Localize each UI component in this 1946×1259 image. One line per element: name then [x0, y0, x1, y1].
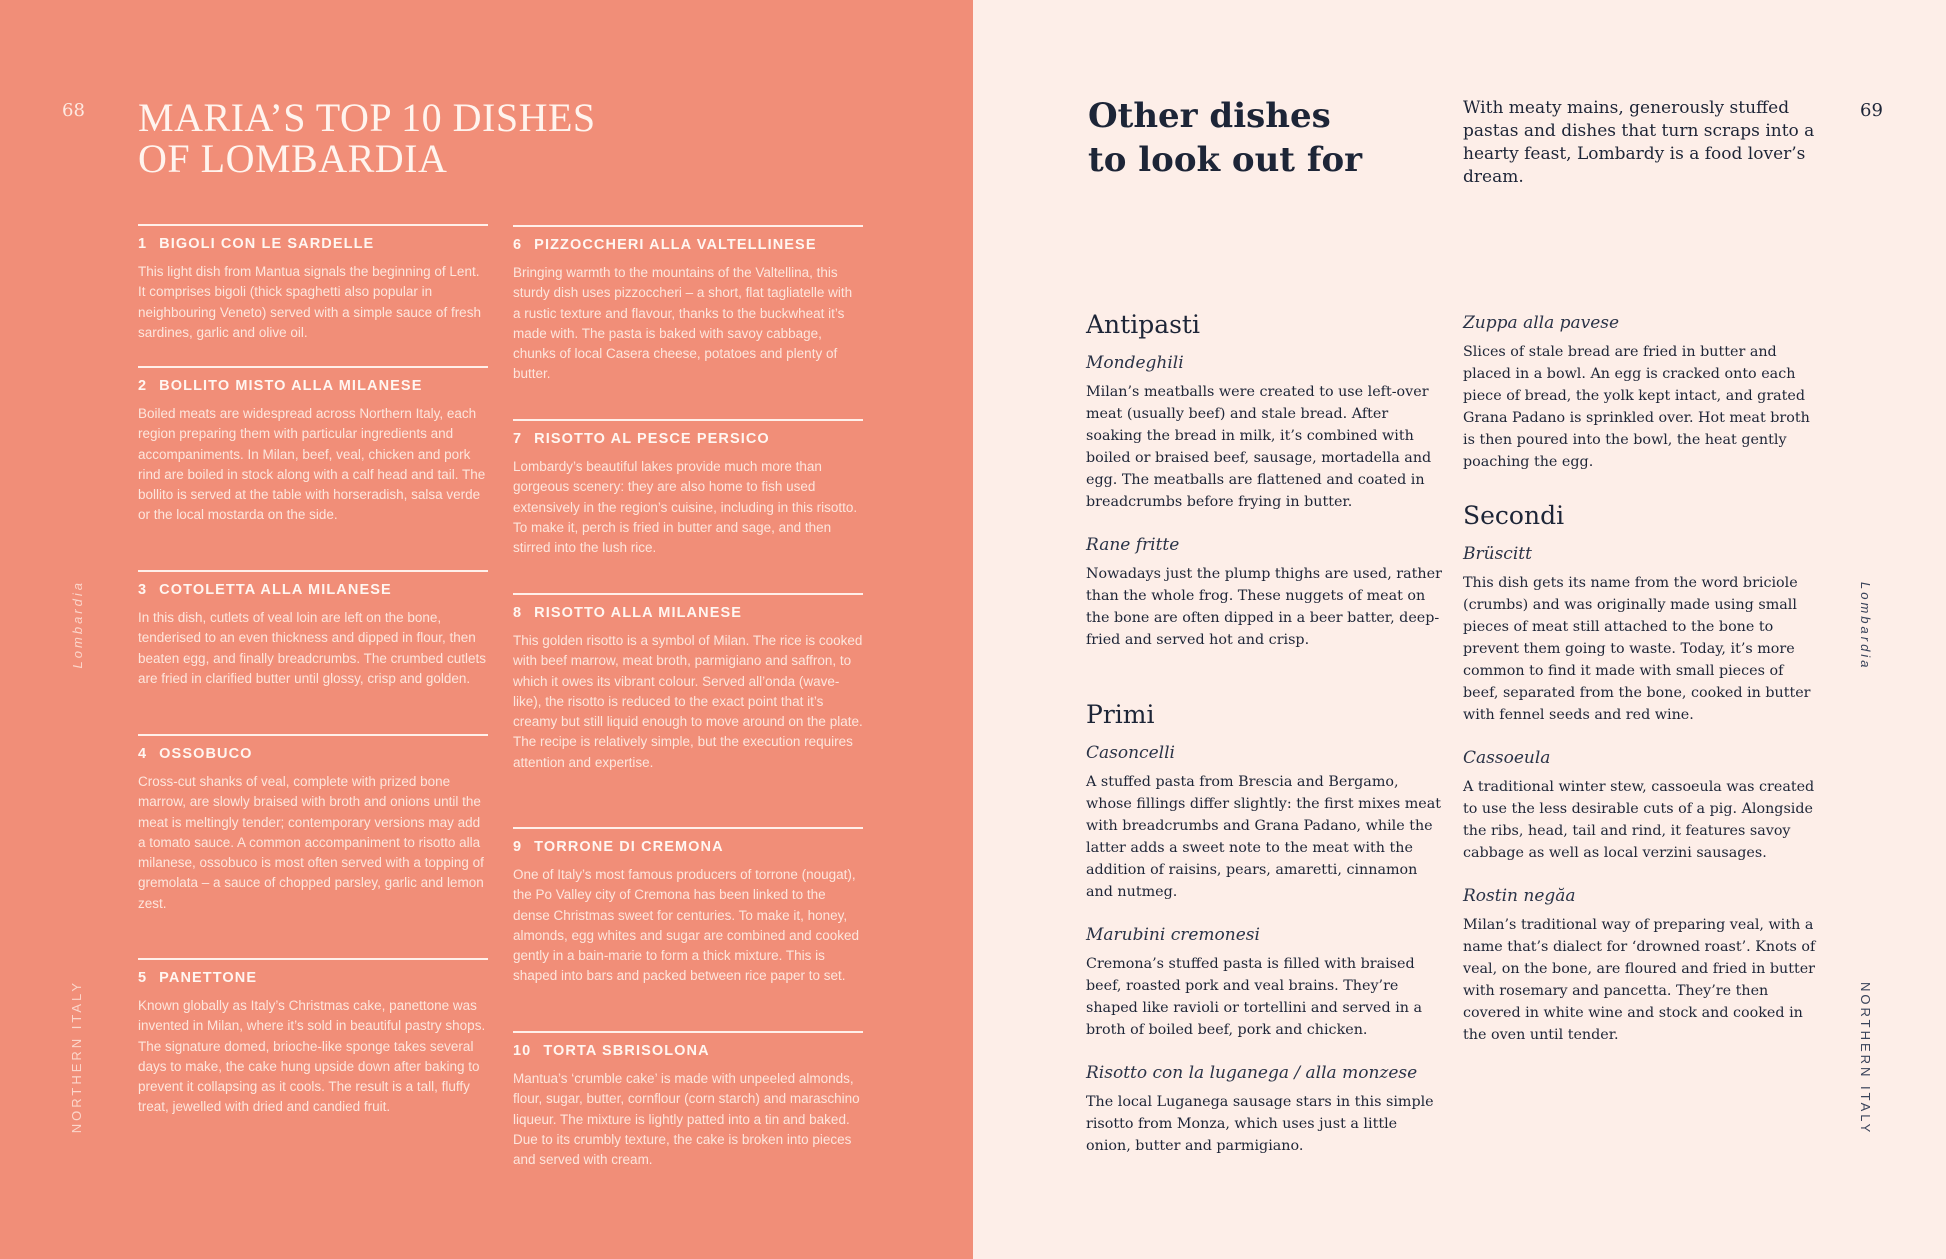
dish-item — [513, 1031, 863, 1170]
dish-description: Known globally as Italy’s Christmas cake, panettone was invented in Milan, where it’s sold in beautiful pastry shops. The signature domed, brioche-like sponge takes several days to make, the cake hung upside down after baking to prevent it collapsing as it cools. The result is a tall, fluffy treat, jewelled with dried and candied fruit. — [138, 998, 486, 1115]
secondi-section — [1463, 501, 1823, 1046]
dish-name: Mondeghili — [1086, 353, 1184, 373]
dish-number: 2 — [138, 378, 148, 394]
dish-heading — [138, 582, 488, 598]
dish-item — [1086, 743, 1446, 903]
dish-item — [513, 225, 863, 419]
dish-description: A stuffed pasta from Brescia and Bergamo, whose fillings differ slightly: the first mixes meat with breadcrumbs and Grana Padano, while the latter adds a sweet note to the meat with the addition of raisins, pears, amaretti, cinnamon and nutmeg. — [1086, 774, 1441, 900]
dish-heading — [138, 236, 488, 252]
dish-name: RISOTTO AL PESCE PERSICO — [534, 431, 770, 447]
title-line-2: to look out for — [1088, 140, 1363, 180]
dish-heading — [513, 1043, 863, 1059]
dish-item — [1463, 886, 1823, 1046]
dish-description: One of Italy’s most famous producers of torrone (nougat), the Po Valley city of Cremona has been linked to the dense Christmas sweet for centuries. To make it, honey, almonds, egg whites and sugar are combined and cooked gently in a bain-marie to form a thick mixture. This is shaped into bars and packed between rice paper to set. — [513, 867, 859, 984]
dish-number: 4 — [138, 746, 148, 762]
dish-name: Casoncelli — [1086, 743, 1175, 763]
dish-name: RISOTTO ALLA MILANESE — [534, 605, 743, 621]
intro-text: With meaty mains, generously stuffed pastas and dishes that turn scraps into a hearty feast, Lombardy is a food lover’s dream. — [1463, 98, 1815, 187]
dish-item — [1086, 925, 1446, 1041]
dish-description: This dish gets its name from the word briciole (crumbs) and was originally made using small pieces of meat still attached to the bone to prevent them going to waste. Today, it’s more common to find it made with small pieces of beef, separated from the bone, cooked in butter with fennel seeds and red wine. — [1463, 575, 1811, 723]
dish-number: 6 — [513, 237, 523, 253]
dish-description: Nowadays just the plump thighs are used, rather than the whole frog. These nuggets of meat on the bone are often dipped in a beer batter, deep-fried and served hot and crisp. — [1086, 566, 1442, 648]
dish-name: COTOLETTA ALLA MILANESE — [159, 582, 392, 598]
dish-name: Risotto con la luganega / alla monzese — [1086, 1063, 1418, 1083]
dish-name: TORTA SBRISOLONA — [543, 1043, 710, 1059]
dish-item — [138, 224, 488, 366]
right-column-1 — [1086, 310, 1446, 1179]
dish-description: Slices of stale bread are fried in butter and placed in a bowl. An egg is cracked onto each piece of bread, the yolk kept intact, and grated Grana Padano is sprinkled over. Hot meat broth is then poured into the bowl, the heat gently poaching the egg. — [1463, 344, 1810, 470]
dish-name: PANETTONE — [159, 970, 258, 986]
dish-item — [513, 419, 863, 593]
dish-name: BIGOLI CON LE SARDELLE — [159, 236, 375, 252]
dish-number: 10 — [513, 1043, 532, 1059]
dish-item — [138, 570, 488, 734]
dish-item — [513, 827, 863, 1031]
dish-heading — [513, 431, 863, 447]
dish-description: Lombardy’s beautiful lakes provide much more than gorgeous scenery: they are also home to fish used extensively in the region’s cuisine, including in this risotto. To make it, perch is fried in butter and sage, and then stirred into the lush rice. — [513, 459, 858, 556]
dish-item — [1086, 353, 1446, 513]
dish-heading — [138, 970, 488, 986]
dish-name: Rane fritte — [1086, 535, 1180, 555]
dish-item — [138, 958, 488, 1118]
dish-heading — [138, 746, 488, 762]
dish-number: 1 — [138, 236, 148, 252]
dish-number: 8 — [513, 605, 523, 621]
dish-description: Bringing warmth to the mountains of the Valtellina, this sturdy dish uses pizzoccheri – a short, flat tagliatelle with a rustic texture and flavour, thanks to the buckwheat it’s made with. The pasta is baked with savoy cabbage, chunks of local Casera cheese, potatoes and plenty of butter. — [513, 265, 853, 382]
dish-description: A traditional winter stew, cassoeula was created to use the less desirable cuts of a pig. Alongside the ribs, head, tail and rind, it features savoy cabbage as well as local verzini sausages. — [1463, 779, 1815, 861]
dish-description: Mantua’s ‘crumble cake’ is made with unpeeled almonds, flour, sugar, butter, cornflour (corn starch) and maraschino liqueur. The mixture is lightly patted into a tin and baked. Due to its crumbly texture, the cake is broken into pieces and served with cream. — [513, 1071, 860, 1168]
side-label-section-left: NORTHERN ITALY — [69, 980, 84, 1134]
top-dishes-title — [138, 97, 818, 179]
dish-item — [1463, 544, 1823, 726]
title-line-2: OF LOMBARDIA — [138, 136, 448, 181]
dish-name: Cassoeula — [1463, 748, 1551, 768]
dish-description: Milan’s traditional way of preparing veal, with a name that’s dialect for ‘drowned roast’. Knots of veal, on the bone, are floured and fried in butter with rosemary and pancetta. They’re then covered in white wine and stock and cooked in the oven until tender. — [1463, 917, 1816, 1043]
primi-section — [1086, 700, 1446, 1157]
dish-heading — [513, 605, 863, 621]
dish-description: The local Luganega sausage stars in this simple risotto from Monza, which uses just a little onion, butter and parmigiano. — [1086, 1094, 1434, 1154]
category-heading: Secondi — [1463, 501, 1565, 530]
dish-description: Boiled meats are widespread across Northern Italy, each region preparing them with particular ingredients and accompaniments. In Milan, beef, veal, chicken and pork rind are boiled in stock along with a calf head and tail. The bollito is served at the table with horseradish, salsa verde or the local mostarda on the side. — [138, 406, 486, 523]
dish-heading — [513, 237, 863, 253]
dishes-column-right — [513, 225, 863, 1170]
dish-description: In this dish, cutlets of veal loin are left on the bone, tenderised to an even thickness and dipped in flour, then beaten egg, and finally breadcrumbs. The crumbed cutlets are fried in clarified butter until glossy, crisp and golden. — [138, 610, 486, 686]
dish-name: Rostin negăa — [1463, 886, 1576, 906]
dish-description: Cremona’s stuffed pasta is filled with braised beef, roasted pork and veal brains. They’re shaped like ravioli or tortellini and served in a broth of boiled beef, pork and chicken. — [1086, 956, 1423, 1038]
dish-name: TORRONE DI CREMONA — [534, 839, 724, 855]
dish-item — [1463, 748, 1823, 864]
other-dishes-title — [1088, 94, 1428, 182]
dish-number: 5 — [138, 970, 148, 986]
right-column-2 — [1463, 313, 1823, 1068]
dish-description: Milan’s meatballs were created to use left-over meat (usually beef) and stale bread. After soaking the bread in milk, it’s combined with boiled or braised beef, sausage, mortadella and egg. The meatballs are flattened and coated in breadcrumbs before frying in butter. — [1086, 384, 1432, 510]
dish-description: Cross-cut shanks of veal, complete with prized bone marrow, are slowly braised with broth and onions until the meat is meltingly tender; contemporary versions may add a tomato sauce. A common accompaniment to risotto alla milanese, ossobuco is most often served with a topping of gremolata – a sauce of chopped parsley, garlic and lemon zest. — [138, 774, 484, 911]
title-line-1: MARIA’S TOP 10 DISHES — [138, 95, 596, 140]
side-label-region-right: Lombardia — [1858, 582, 1873, 671]
title-line-1: Other dishes — [1088, 96, 1331, 136]
dish-number: 9 — [513, 839, 523, 855]
dish-number: 3 — [138, 582, 148, 598]
page-number-right: 69 — [1860, 100, 1883, 121]
dish-description: This light dish from Mantua signals the beginning of Lent. It comprises bigoli (thick spaghetti also popular in neighbouring Veneto) served with a simple sauce of fresh sardines, garlic and olive oil. — [138, 264, 481, 340]
dishes-column-left — [138, 224, 488, 1118]
dish-description: This golden risotto is a symbol of Milan. The rice is cooked with beef marrow, meat broth, parmigiano and saffron, to which it owes its vibrant colour. Served all’onda (wave-like), the risotto is reduced to the exact point that it’s creamy but still liquid enough to move around on the plate. The recipe is relatively simple, but the execution requires attention and expertise. — [513, 633, 863, 770]
dish-name: Brüscitt — [1463, 544, 1532, 564]
dish-name: Zuppa alla pavese — [1463, 313, 1620, 333]
category-heading: Antipasti — [1086, 310, 1200, 339]
dish-number: 7 — [513, 431, 523, 447]
dish-name: BOLLITO MISTO ALLA MILANESE — [159, 378, 423, 394]
dish-item — [138, 734, 488, 958]
dish-item — [513, 593, 863, 827]
side-label-region-left: Lombardia — [70, 580, 85, 669]
dish-heading — [513, 839, 863, 855]
page-number-left: 68 — [62, 100, 85, 121]
side-label-section-right: NORTHERN ITALY — [1858, 982, 1873, 1136]
dish-item — [138, 366, 488, 570]
dish-heading — [138, 378, 488, 394]
dish-name: OSSOBUCO — [159, 746, 253, 762]
antipasti-section — [1086, 310, 1446, 700]
category-heading: Primi — [1086, 700, 1155, 729]
dish-item — [1463, 313, 1823, 501]
dish-item — [1086, 535, 1446, 651]
dish-name: PIZZOCCHERI ALLA VALTELLINESE — [534, 237, 817, 253]
dish-item — [1086, 1063, 1446, 1157]
dish-name: Marubini cremonesi — [1086, 925, 1260, 945]
